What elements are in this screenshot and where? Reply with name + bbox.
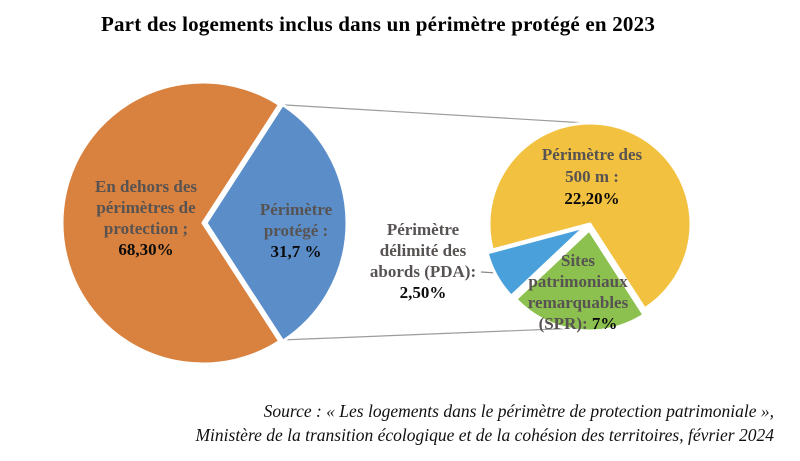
series-line-top [278,105,587,124]
label-secondary-spr-line4 [498,313,658,334]
label-primary-protected-line2: protégé : [263,221,329,240]
label-secondary-spr [498,250,658,334]
label-secondary-500m [512,144,672,210]
label-secondary-pda-value: 2,50% [399,283,447,302]
label-secondary-spr-line3: remarquables [527,293,629,312]
source-line2: Ministère de la transition écologique et de la cohésion des territoires, février 2024 [195,424,774,445]
label-secondary-spr-line2: patrimoniaux [528,272,628,291]
label-primary-protected-line1: Périmètre [259,200,333,219]
label-primary-outside-line1: En dehors des [94,177,198,196]
label-primary-protected [231,199,361,262]
label-primary-outside [56,176,236,260]
label-primary-outside-line2: périmètres de [96,198,196,217]
label-secondary-spr-prefix: (SPR): [538,314,592,333]
source-line1: Source : « Les logements dans le périmètre de protection patrimoniale », [263,401,774,421]
source-note [54,400,774,447]
label-secondary-pda-line3: abords (PDA): [369,262,477,281]
label-secondary-spr-line1: Sites [561,251,595,270]
label-secondary-500m-line2: 500 m : [565,167,619,186]
label-secondary-pda-line1: Périmètre [386,220,460,239]
label-secondary-pda-line2: délimité des [379,241,467,260]
label-secondary-spr-value: 7% [591,314,618,333]
label-secondary-500m-value: 22,20% [564,189,620,208]
label-secondary-500m-line1: Périmètre des [541,145,643,164]
label-primary-protected-value: 31,7 % [270,242,322,261]
label-primary-outside-line3: protection ; [103,219,189,238]
label-secondary-pda [353,219,493,303]
label-primary-outside-value: 68,30% [118,240,174,259]
chart-title: Part des logements inclus dans un périmètre protégé en 2023 [100,12,656,36]
